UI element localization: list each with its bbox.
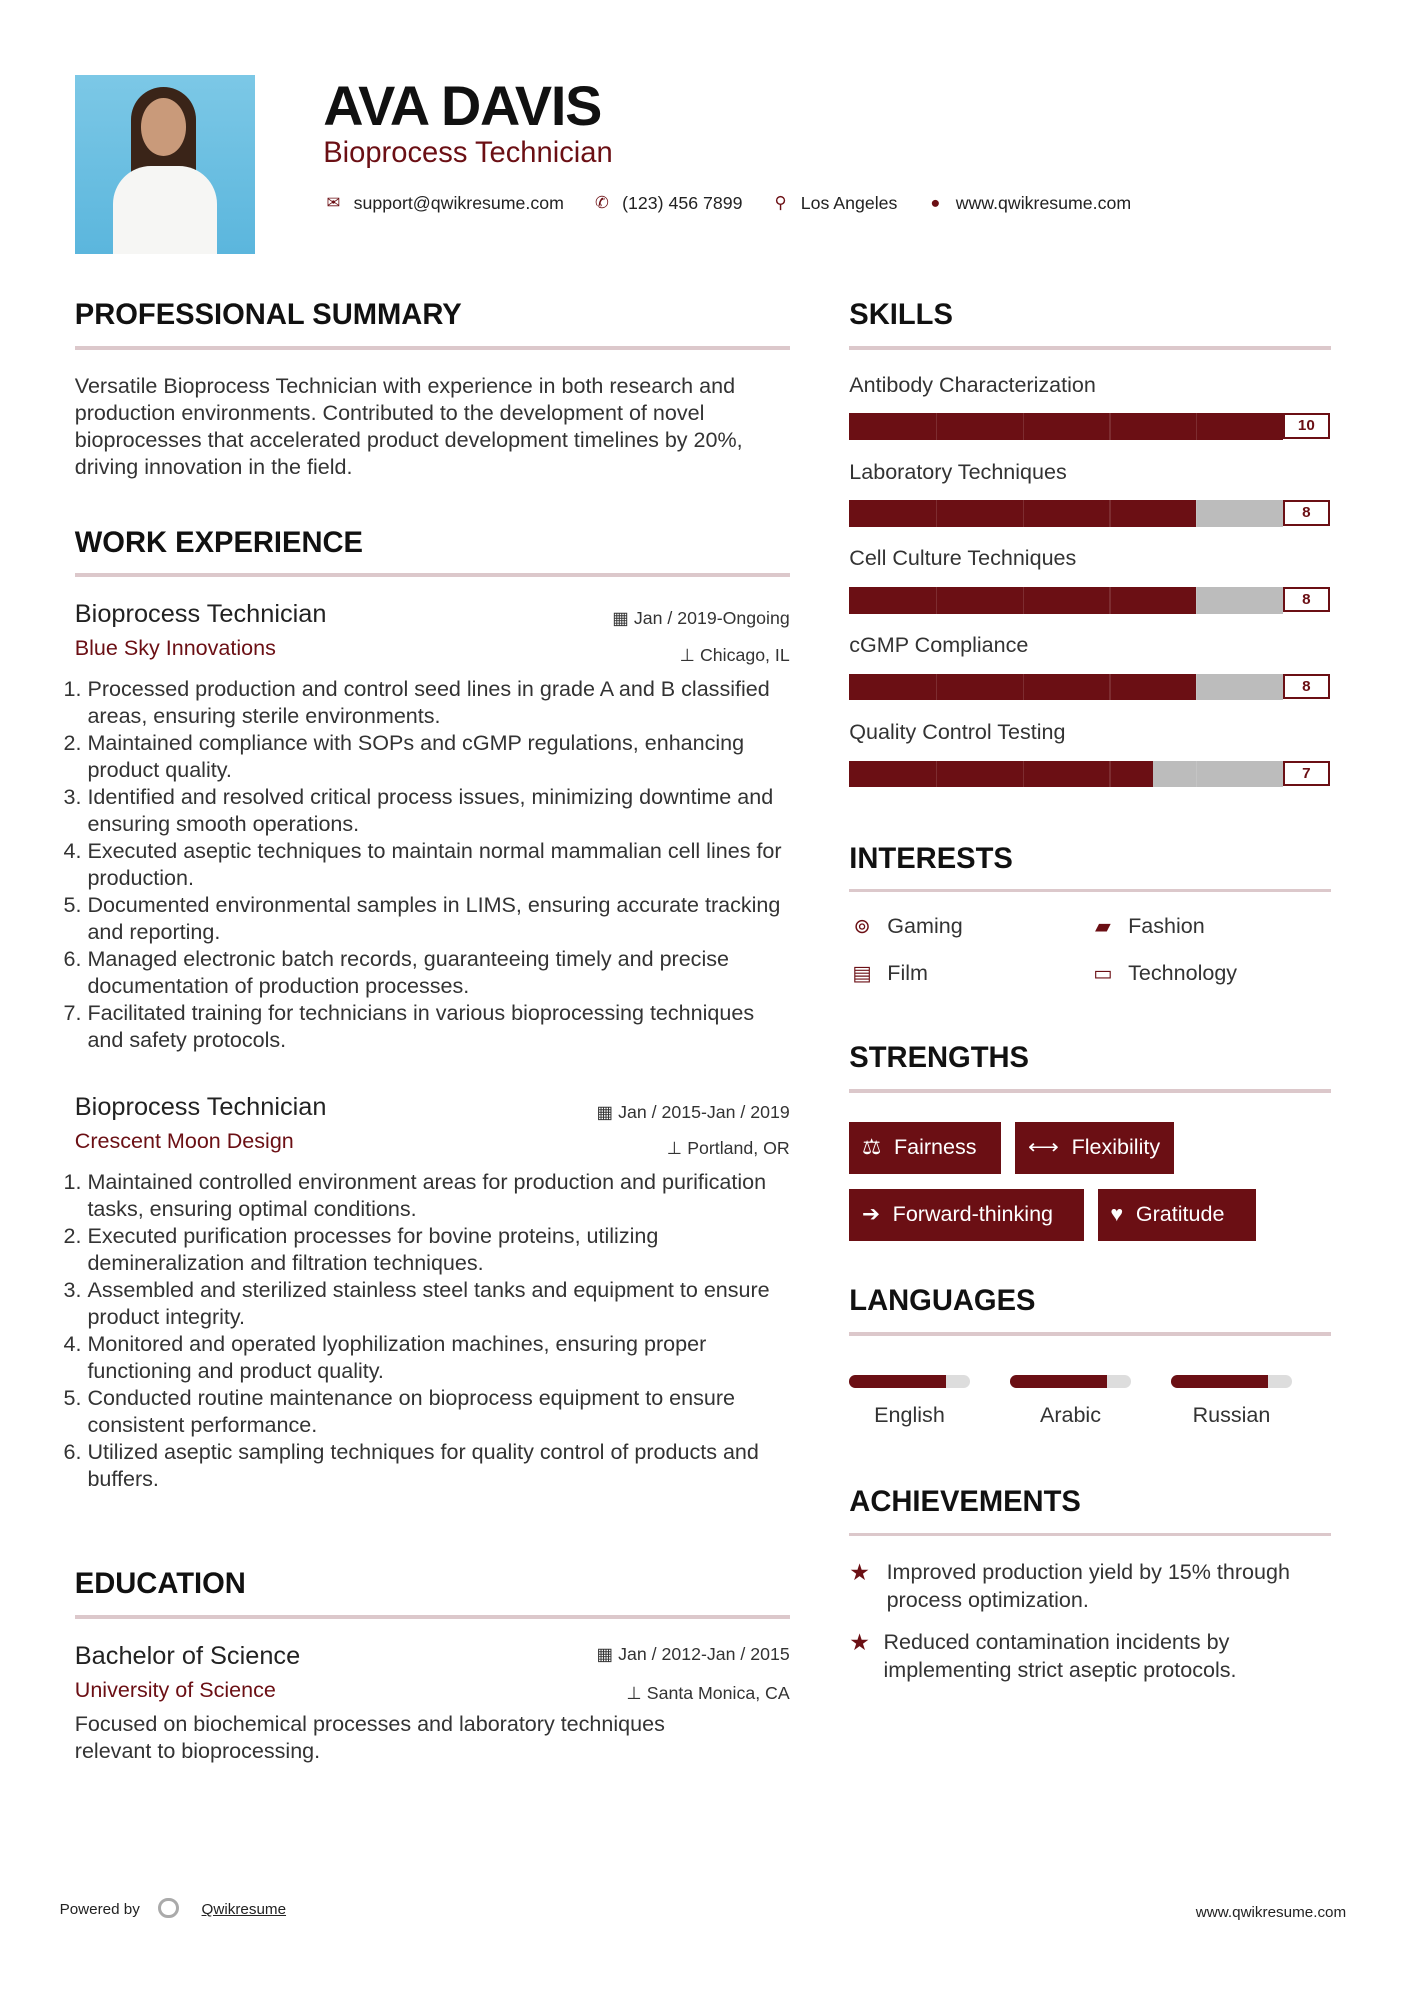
skill-label: cGMP Compliance [849,633,1029,658]
strength-label: Flexibility [1071,1135,1161,1160]
skill-bar-fill [849,413,1283,440]
language-label: English [874,1403,945,1428]
achievement-item [849,1629,1343,1685]
skill-bar-divider [1023,587,1024,614]
divider [849,1533,1331,1537]
balance-scale-icon: ⚖ [861,1135,882,1160]
interest-gaming [849,914,962,939]
list-item: 4. Executed aseptic techniques to maintain normal mammalian cell lines for production. [87,838,789,892]
list-item: 3. Assembled and sterilized stainless steel tanks and equipment to ensure product integrity. [87,1277,789,1331]
profile-photo [75,75,255,254]
achievement-item [849,1559,1343,1615]
heart-icon: ♥ [1110,1202,1124,1227]
film-icon: ▤ [852,962,872,985]
education-date [596,1644,789,1665]
skill-bar-divider [1196,500,1197,527]
date-text: Jan / 2019-Ongoing [633,608,790,629]
date-text: Jan / 2012-Jan / 2015 [618,1644,790,1665]
shopping-bag-icon: ▰ [1095,915,1111,938]
skill-bar-divider [936,674,937,701]
skill-bar [849,587,1283,614]
skill-bar-divider [1196,761,1197,788]
gamepad-icon: ⊚ [853,915,871,938]
interest-fashion [1090,914,1205,939]
job-location [667,1138,790,1159]
contact-row [323,193,1131,214]
degree: Bachelor of Science [74,1641,301,1670]
language-bar-fill [1010,1375,1106,1388]
location-text: Chicago, IL [699,645,790,666]
skill-level-box: 7 [1283,761,1330,787]
section-heading-strengths: STRENGTHS [849,1041,1029,1074]
language-label: Russian [1192,1403,1271,1428]
pin-icon: ⊥ [626,1683,647,1704]
section-heading-education: EDUCATION [74,1568,246,1601]
list-item: 7. Facilitated training for technicians in various bioprocessing techniques and safety protocols. [87,1000,789,1054]
star-icon: ★ [849,1559,870,1586]
list-item: 5. Conducted routine maintenance on bioprocess equipment to ensure consistent performance. [87,1385,789,1439]
candidate-title: Bioprocess Technician [323,136,613,169]
achievement-text: Reduced contamination incidents by implementing strict aseptic protocols. [883,1629,1237,1682]
arrows-h-icon: ⟷ [1028,1135,1059,1160]
strength-tag [849,1122,1001,1174]
star-icon: ★ [849,1628,870,1655]
interest-label: Technology [1128,960,1238,985]
phone-icon: ✆ [594,194,609,213]
skill-level-box: 10 [1283,413,1330,439]
skill-bar-divider [1109,587,1110,614]
job-entry [75,600,790,1055]
location-text: Portland, OR [687,1138,790,1159]
skill-level-box: 8 [1283,587,1330,613]
laptop-icon: ▭ [1093,962,1113,985]
calendar-icon: ▦ [612,608,634,629]
school-name: University of Science [74,1678,276,1703]
map-marker-icon: ⚲ [774,194,787,213]
strength-tag [849,1189,1084,1241]
list-item: 6. Utilized aseptic sampling techniques for quality control of products and buffers. [87,1439,789,1493]
skill-bar-divider [1109,761,1110,788]
phone-text[interactable]: (123) 456 7899 [622,192,743,213]
skill-level-box: 8 [1283,674,1330,700]
language-label: Arabic [1039,1403,1101,1428]
section-heading-summary: PROFESSIONAL SUMMARY [74,299,462,332]
footer-url[interactable]: www.qwikresume.com [1195,1903,1347,1921]
language-bar-fill [849,1375,945,1388]
strength-label: Gratitude [1135,1202,1225,1227]
section-heading-skills: SKILLS [849,299,953,332]
powered-by-label: Powered by [59,1901,140,1919]
interest-label: Film [887,960,928,985]
section-heading-languages: LANGUAGES [849,1285,1036,1318]
skill-label: Laboratory Techniques [849,459,1067,484]
summary-text: Versatile Bioprocess Technician with experience in both research and production environments. Contributed to the development of novel bioprocesses that accelerated product development timelines by 20%, driving innovation in the field. [74,373,743,480]
interest-label: Fashion [1128,913,1205,938]
language-bar [1010,1375,1130,1388]
strength-label: Forward-thinking [892,1202,1054,1227]
skill-bar-divider [936,413,937,440]
section-heading-work: WORK EXPERIENCE [74,527,363,560]
section-heading-achievements: ACHIEVEMENTS [849,1485,1081,1518]
list-item: 2. Executed purification processes for bovine proteins, utilizing demineralization and filtration techniques. [87,1223,789,1277]
job-date [596,1102,789,1123]
skill-bar-divider [936,587,937,614]
divider [75,573,790,577]
list-item: 4. Monitored and operated lyophilization machines, ensuring proper functioning and product quality. [87,1331,789,1385]
list-item: 1. Maintained controlled environment areas for production and purification tasks, ensuring optimal conditions. [87,1169,789,1223]
skill-bar-divider [1023,761,1024,788]
email-link[interactable]: support@qwikresume.com [353,192,564,213]
skill-bar-divider [1109,500,1110,527]
skill-bar-divider [1196,413,1197,440]
divider [75,346,790,350]
skill-bar [849,761,1283,788]
skill-bar-divider [1023,413,1024,440]
skill-bar-divider [936,500,937,527]
skill-bar [849,413,1283,440]
skill-bar [849,674,1283,701]
strength-tag [1015,1122,1173,1174]
section-heading-interests: INTERESTS [849,842,1013,875]
list-item: 2. Maintained compliance with SOPs and cGMP regulations, enhancing product quality. [87,730,789,784]
interest-technology [1090,961,1237,986]
skill-bar-divider [1023,674,1024,701]
list-item: 5. Documented environmental samples in LIMS, ensuring accurate tracking and reporting. [87,892,789,946]
skill-bar-divider [1109,413,1110,440]
list-item: 1. Processed production and control seed lines in grade A and B classified areas, ensuring sterile environments. [87,676,789,730]
globe-icon: ● [930,193,941,212]
skill-bar-divider [1109,674,1110,701]
pin-icon: ⊥ [679,645,700,666]
strength-label: Fairness [893,1135,977,1160]
qwikresume-link[interactable]: Qwikresume [201,1901,287,1919]
envelope-icon: ✉ [326,194,341,213]
skill-label: Quality Control Testing [849,719,1066,744]
skill-bar-fill [849,761,1152,788]
job-title: Bioprocess Technician [74,1092,327,1121]
divider [849,1089,1331,1093]
company-name: Blue Sky Innovations [74,636,276,661]
qwikresume-logo-icon [158,1898,178,1918]
job-bullets [70,676,790,1054]
interest-film [849,961,928,986]
divider [849,1332,1331,1336]
education-description: Focused on biochemical processes and laboratory techniques relevant to bioprocessing. [74,1711,665,1763]
skill-label: Cell Culture Techniques [849,546,1077,571]
job-location [680,645,790,666]
date-text: Jan / 2015-Jan / 2019 [618,1101,790,1122]
company-name: Crescent Moon Design [74,1129,294,1154]
strength-tag [1098,1189,1256,1241]
education-entry [75,1642,790,1766]
pin-icon: ⊥ [666,1138,688,1159]
job-title: Bioprocess Technician [74,599,327,628]
website-link[interactable]: www.qwikresume.com [955,192,1132,213]
candidate-name: AVA DAVIS [323,74,602,137]
language-bar-fill [1171,1375,1267,1388]
job-bullets [70,1169,790,1493]
skill-bar-divider [1196,674,1197,701]
job-entry [75,1093,790,1494]
location-text: Los Angeles [800,192,898,213]
list-item: 3. Identified and resolved critical process issues, minimizing downtime and ensuring smooth operations. [87,784,789,838]
job-date [612,608,789,629]
calendar-icon: ▦ [596,1101,619,1122]
skill-bar-divider [936,761,937,788]
skill-bar-divider [1023,500,1024,527]
location-text: Santa Monica, CA [646,1683,790,1704]
interest-label: Gaming [887,913,963,938]
divider [75,1615,790,1619]
language-bar [849,1375,969,1388]
language-bar [1171,1375,1291,1388]
education-location [626,1683,789,1704]
skill-bar-divider [1196,587,1197,614]
skill-label: Antibody Characterization [849,372,1096,397]
divider [849,889,1331,893]
divider [849,346,1331,350]
calendar-icon: ▦ [596,1644,619,1665]
achievement-text: Improved production yield by 15% through process optimization. [886,1560,1290,1613]
skill-bar [849,500,1283,527]
list-item: 6. Managed electronic batch records, guaranteeing timely and precise documentation of production processes. [87,946,789,1000]
skill-level-box: 8 [1283,500,1330,526]
arrow-right-icon: ➔ [861,1202,880,1227]
